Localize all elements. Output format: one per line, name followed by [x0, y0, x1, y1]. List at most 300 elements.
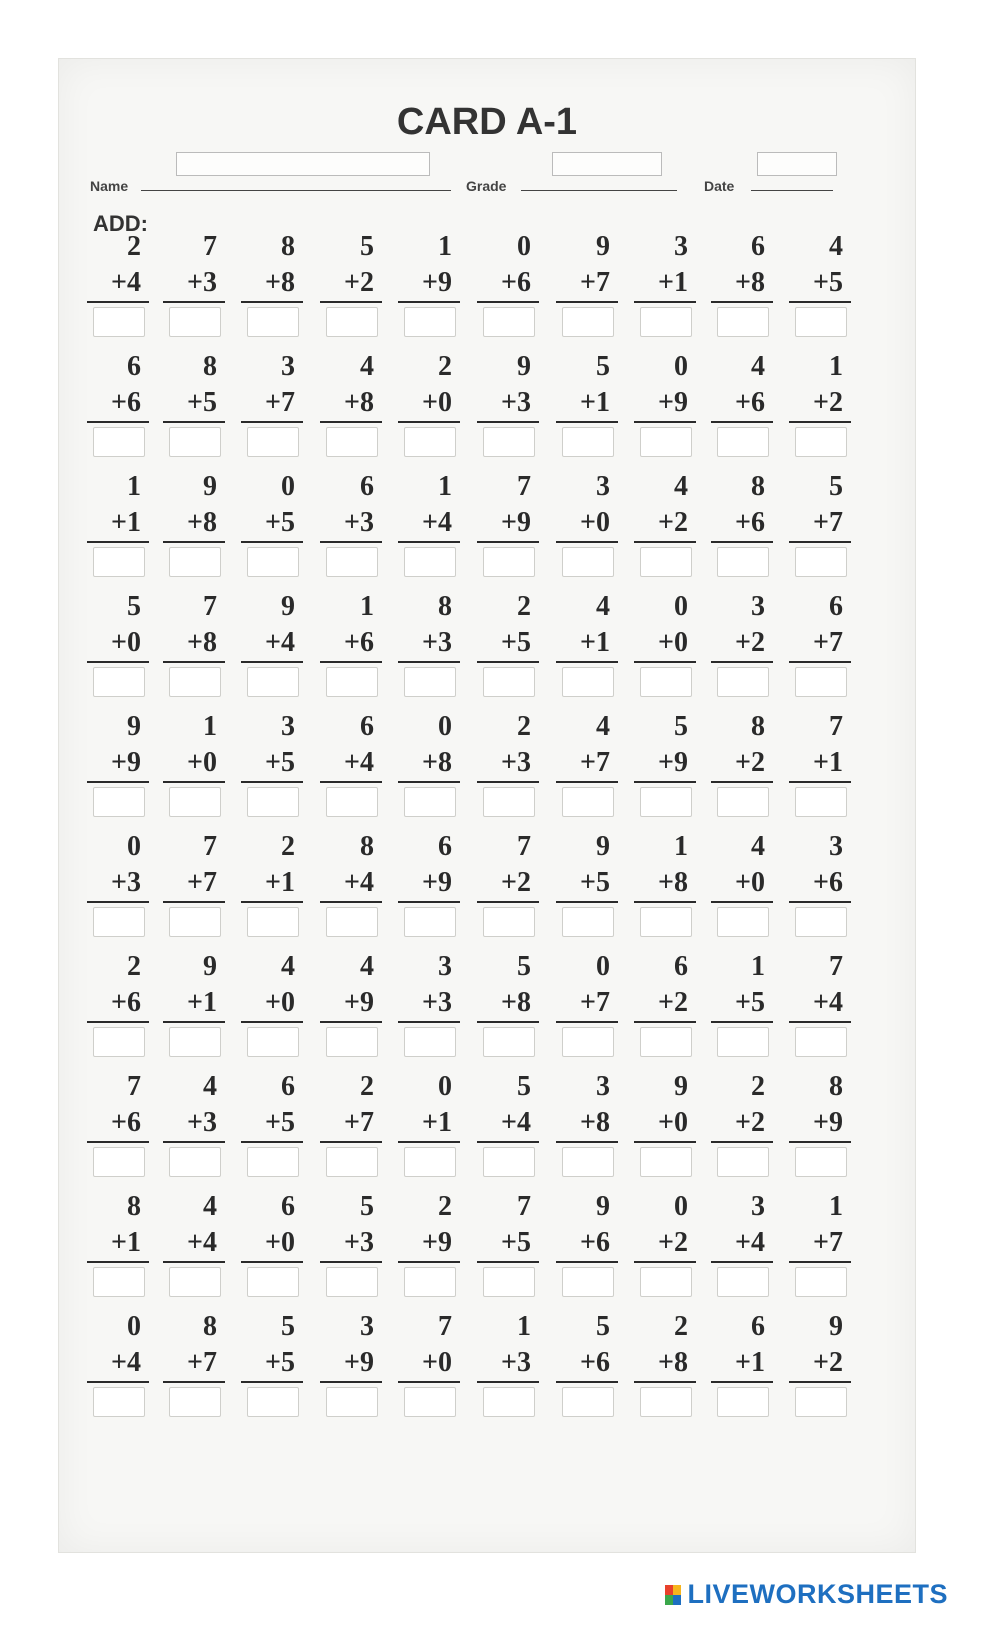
answer-input[interactable]: [93, 667, 145, 697]
answer-input[interactable]: [326, 787, 378, 817]
problem-3-8: [634, 467, 696, 577]
sum-rule: [634, 781, 696, 783]
sum-rule: [556, 1021, 618, 1023]
addend-bottom: +2: [813, 387, 843, 418]
addend-bottom: +3: [344, 1227, 374, 1258]
answer-input[interactable]: [247, 547, 299, 577]
addend-bottom: +1: [580, 387, 610, 418]
addend-top: 5: [360, 231, 374, 262]
addend-bottom: +6: [580, 1347, 610, 1378]
answer-input[interactable]: [795, 1027, 847, 1057]
addend-bottom: +4: [111, 1347, 141, 1378]
problem-4-4: [320, 587, 382, 697]
sum-rule: [789, 781, 851, 783]
problem-6-6: [477, 827, 539, 937]
problem-4-5: [398, 587, 460, 697]
answer-input[interactable]: [483, 1267, 535, 1297]
answer-input[interactable]: [483, 547, 535, 577]
sum-rule: [163, 1381, 225, 1383]
answer-input[interactable]: [93, 907, 145, 937]
answer-input[interactable]: [717, 1267, 769, 1297]
problem-7-3: [241, 947, 303, 1057]
addend-top: 2: [127, 951, 141, 982]
addend-bottom: +4: [265, 627, 295, 658]
sum-rule: [241, 301, 303, 303]
problem-10-2: [163, 1307, 225, 1417]
answer-input[interactable]: [93, 427, 145, 457]
answer-input[interactable]: [795, 1387, 847, 1417]
answer-input[interactable]: [404, 1027, 456, 1057]
problem-4-1: [87, 587, 149, 697]
answer-input[interactable]: [93, 547, 145, 577]
liveworksheets-logo-icon: [665, 1585, 681, 1605]
addend-bottom: +3: [111, 867, 141, 898]
answer-input[interactable]: [562, 1387, 614, 1417]
addend-bottom: +6: [111, 1107, 141, 1138]
addend-top: 8: [281, 231, 295, 262]
answer-input[interactable]: [717, 1147, 769, 1177]
sum-rule: [477, 901, 539, 903]
sum-rule: [711, 901, 773, 903]
addend-top: 4: [829, 231, 843, 262]
answer-input[interactable]: [795, 1147, 847, 1177]
addend-top: 4: [596, 711, 610, 742]
answer-input[interactable]: [795, 307, 847, 337]
addend-top: 3: [751, 591, 765, 622]
addend-top: 9: [674, 1071, 688, 1102]
sum-rule: [477, 1141, 539, 1143]
problem-5-1: [87, 707, 149, 817]
addend-top: 6: [674, 951, 688, 982]
answer-input[interactable]: [717, 787, 769, 817]
sum-rule: [556, 901, 618, 903]
addend-bottom: +1: [658, 267, 688, 298]
addend-top: 5: [127, 591, 141, 622]
answer-input[interactable]: [326, 547, 378, 577]
sum-rule: [634, 301, 696, 303]
sum-rule: [556, 1261, 618, 1263]
answer-input[interactable]: [404, 667, 456, 697]
addend-bottom: +2: [658, 1227, 688, 1258]
problem-6-2: [163, 827, 225, 937]
addend-top: 1: [829, 1191, 843, 1222]
addend-bottom: +0: [580, 507, 610, 538]
addend-bottom: +9: [344, 987, 374, 1018]
answer-input[interactable]: [169, 547, 221, 577]
addend-bottom: +8: [265, 267, 295, 298]
addend-bottom: +2: [658, 507, 688, 538]
sum-rule: [477, 1261, 539, 1263]
answer-input[interactable]: [795, 427, 847, 457]
problem-6-7: [556, 827, 618, 937]
sum-rule: [556, 301, 618, 303]
addend-top: 5: [517, 1071, 531, 1102]
answer-input[interactable]: [93, 1267, 145, 1297]
answer-input[interactable]: [795, 547, 847, 577]
answer-input[interactable]: [326, 1147, 378, 1177]
problem-6-10: [789, 827, 851, 937]
answer-input[interactable]: [326, 667, 378, 697]
addend-top: 5: [596, 351, 610, 382]
problem-7-10: [789, 947, 851, 1057]
answer-input[interactable]: [795, 907, 847, 937]
answer-input[interactable]: [326, 427, 378, 457]
sum-rule: [241, 1381, 303, 1383]
addend-top: 2: [517, 591, 531, 622]
problem-9-3: [241, 1187, 303, 1297]
addend-bottom: +8: [422, 747, 452, 778]
sum-rule: [477, 1021, 539, 1023]
addend-top: 8: [360, 831, 374, 862]
problem-4-7: [556, 587, 618, 697]
problem-6-1: [87, 827, 149, 937]
answer-input[interactable]: [169, 667, 221, 697]
addend-bottom: +7: [580, 267, 610, 298]
answer-input[interactable]: [483, 1147, 535, 1177]
problem-6-4: [320, 827, 382, 937]
problem-7-2: [163, 947, 225, 1057]
sum-rule: [398, 1141, 460, 1143]
answer-input[interactable]: [326, 1267, 378, 1297]
answer-input[interactable]: [640, 307, 692, 337]
answer-input[interactable]: [562, 1267, 614, 1297]
sum-rule: [398, 301, 460, 303]
addend-bottom: +5: [501, 627, 531, 658]
sum-rule: [556, 1381, 618, 1383]
answer-input[interactable]: [562, 667, 614, 697]
answer-input[interactable]: [562, 1147, 614, 1177]
sum-rule: [711, 421, 773, 423]
answer-input[interactable]: [562, 547, 614, 577]
name-label: Name: [90, 178, 129, 194]
sum-rule: [634, 541, 696, 543]
addend-bottom: +9: [658, 387, 688, 418]
addend-top: 3: [438, 951, 452, 982]
sum-rule: [634, 901, 696, 903]
problem-5-10: [789, 707, 851, 817]
addend-top: 2: [360, 1071, 374, 1102]
problem-4-8: [634, 587, 696, 697]
addend-top: 0: [281, 471, 295, 502]
addend-bottom: +5: [265, 1347, 295, 1378]
answer-input[interactable]: [326, 907, 378, 937]
answer-input[interactable]: [717, 1027, 769, 1057]
addend-top: 2: [438, 1191, 452, 1222]
problem-5-7: [556, 707, 618, 817]
answer-input[interactable]: [483, 667, 535, 697]
problem-3-4: [320, 467, 382, 577]
addend-top: 5: [517, 951, 531, 982]
problem-3-9: [711, 467, 773, 577]
sum-rule: [398, 1021, 460, 1023]
sum-rule: [556, 421, 618, 423]
sum-rule: [87, 1141, 149, 1143]
answer-input[interactable]: [640, 1387, 692, 1417]
sum-rule: [241, 781, 303, 783]
answer-input[interactable]: [640, 547, 692, 577]
sum-rule: [556, 1141, 618, 1143]
addend-top: 5: [596, 1311, 610, 1342]
name-box[interactable]: [176, 152, 430, 176]
answer-input[interactable]: [326, 1027, 378, 1057]
answer-input[interactable]: [247, 1147, 299, 1177]
answer-input[interactable]: [404, 1147, 456, 1177]
sum-rule: [241, 421, 303, 423]
answer-input[interactable]: [247, 907, 299, 937]
answer-input[interactable]: [717, 547, 769, 577]
logo-square-red: [665, 1585, 673, 1595]
sum-rule: [477, 541, 539, 543]
addend-top: 1: [203, 711, 217, 742]
sum-rule: [163, 781, 225, 783]
addend-top: 0: [438, 711, 452, 742]
sum-rule: [477, 781, 539, 783]
problem-5-6: [477, 707, 539, 817]
sum-rule: [477, 1381, 539, 1383]
addend-bottom: +4: [187, 1227, 217, 1258]
answer-input[interactable]: [562, 787, 614, 817]
answer-input[interactable]: [404, 307, 456, 337]
logo-square-green: [665, 1595, 673, 1605]
sum-rule: [477, 661, 539, 663]
problem-10-4: [320, 1307, 382, 1417]
answer-input[interactable]: [404, 907, 456, 937]
addend-top: 7: [829, 951, 843, 982]
problem-2-10: [789, 347, 851, 457]
answer-input[interactable]: [795, 667, 847, 697]
addend-top: 1: [438, 471, 452, 502]
sum-rule: [634, 661, 696, 663]
answer-input[interactable]: [169, 307, 221, 337]
answer-input[interactable]: [483, 907, 535, 937]
addend-bottom: +8: [187, 627, 217, 658]
problem-7-5: [398, 947, 460, 1057]
sum-rule: [241, 1141, 303, 1143]
sum-rule: [398, 421, 460, 423]
addend-top: 2: [438, 351, 452, 382]
sum-rule: [320, 901, 382, 903]
answer-input[interactable]: [404, 427, 456, 457]
sum-rule: [634, 1261, 696, 1263]
answer-input[interactable]: [326, 1387, 378, 1417]
brand-footer: [665, 1579, 948, 1610]
addend-bottom: +1: [265, 867, 295, 898]
problem-9-5: [398, 1187, 460, 1297]
problem-9-7: [556, 1187, 618, 1297]
problem-10-7: [556, 1307, 618, 1417]
addend-top: 9: [517, 351, 531, 382]
answer-input[interactable]: [169, 427, 221, 457]
answer-input[interactable]: [93, 787, 145, 817]
problem-4-3: [241, 587, 303, 697]
sum-rule: [163, 1141, 225, 1143]
problem-8-5: [398, 1067, 460, 1177]
answer-input[interactable]: [404, 1267, 456, 1297]
problem-1-9: [711, 227, 773, 337]
card-title: CARD A-1: [396, 101, 578, 143]
answer-input[interactable]: [717, 907, 769, 937]
sum-rule: [711, 1261, 773, 1263]
answer-input[interactable]: [93, 1027, 145, 1057]
answer-input[interactable]: [247, 667, 299, 697]
sum-rule: [163, 421, 225, 423]
addend-top: 3: [596, 471, 610, 502]
logo-square-blue: [673, 1595, 681, 1605]
sum-rule: [320, 1021, 382, 1023]
sum-rule: [163, 1021, 225, 1023]
addend-bottom: +6: [735, 507, 765, 538]
answer-input[interactable]: [169, 1387, 221, 1417]
problem-1-1: [87, 227, 149, 337]
problem-7-8: [634, 947, 696, 1057]
addend-top: 9: [281, 591, 295, 622]
answer-input[interactable]: [404, 547, 456, 577]
sum-rule: [789, 661, 851, 663]
addend-bottom: +0: [265, 987, 295, 1018]
answer-input[interactable]: [169, 1267, 221, 1297]
sum-rule: [320, 661, 382, 663]
addend-top: 0: [127, 831, 141, 862]
answer-input[interactable]: [717, 1387, 769, 1417]
problem-9-8: [634, 1187, 696, 1297]
answer-input[interactable]: [247, 787, 299, 817]
answer-input[interactable]: [247, 307, 299, 337]
addend-top: 8: [127, 1191, 141, 1222]
addend-top: 2: [127, 231, 141, 262]
addend-bottom: +9: [501, 507, 531, 538]
sum-rule: [163, 901, 225, 903]
addend-top: 4: [674, 471, 688, 502]
problem-3-10: [789, 467, 851, 577]
answer-input[interactable]: [562, 307, 614, 337]
answer-input[interactable]: [717, 427, 769, 457]
answer-input[interactable]: [640, 1027, 692, 1057]
answer-input[interactable]: [247, 1027, 299, 1057]
logo-square-yellow: [673, 1585, 681, 1595]
addend-bottom: +7: [580, 987, 610, 1018]
answer-input[interactable]: [640, 907, 692, 937]
addend-bottom: +9: [344, 1347, 374, 1378]
addend-bottom: +9: [422, 1227, 452, 1258]
addend-bottom: +3: [501, 1347, 531, 1378]
addend-top: 2: [674, 1311, 688, 1342]
addend-bottom: +4: [501, 1107, 531, 1138]
sum-rule: [634, 1381, 696, 1383]
answer-input[interactable]: [483, 307, 535, 337]
answer-input[interactable]: [169, 1147, 221, 1177]
addend-top: 3: [360, 1311, 374, 1342]
answer-input[interactable]: [795, 1267, 847, 1297]
sum-rule: [556, 781, 618, 783]
answer-input[interactable]: [562, 1027, 614, 1057]
addend-bottom: +6: [580, 1227, 610, 1258]
problem-2-8: [634, 347, 696, 457]
sum-rule: [87, 541, 149, 543]
answer-input[interactable]: [326, 307, 378, 337]
addend-top: 9: [127, 711, 141, 742]
sum-rule: [320, 301, 382, 303]
answer-input[interactable]: [483, 1387, 535, 1417]
sum-rule: [87, 661, 149, 663]
answer-input[interactable]: [717, 667, 769, 697]
problem-9-6: [477, 1187, 539, 1297]
answer-input[interactable]: [562, 907, 614, 937]
answer-input[interactable]: [640, 427, 692, 457]
answer-input[interactable]: [640, 1147, 692, 1177]
answer-input[interactable]: [93, 1147, 145, 1177]
answer-input[interactable]: [404, 1387, 456, 1417]
problem-8-6: [477, 1067, 539, 1177]
answer-input[interactable]: [93, 1387, 145, 1417]
addend-top: 4: [203, 1191, 217, 1222]
sum-rule: [87, 421, 149, 423]
answer-input[interactable]: [562, 427, 614, 457]
answer-input[interactable]: [93, 307, 145, 337]
answer-input[interactable]: [640, 787, 692, 817]
addend-top: 7: [517, 1191, 531, 1222]
date-box[interactable]: [757, 152, 837, 176]
answer-input[interactable]: [483, 427, 535, 457]
addend-top: 6: [360, 471, 374, 502]
problem-8-10: [789, 1067, 851, 1177]
answer-input[interactable]: [640, 1267, 692, 1297]
sum-rule: [163, 661, 225, 663]
problem-2-4: [320, 347, 382, 457]
sum-rule: [87, 301, 149, 303]
answer-input[interactable]: [169, 907, 221, 937]
answer-input[interactable]: [247, 427, 299, 457]
answer-input[interactable]: [247, 1267, 299, 1297]
addend-top: 8: [829, 1071, 843, 1102]
grade-box[interactable]: [552, 152, 662, 176]
problem-5-8: [634, 707, 696, 817]
answer-input[interactable]: [483, 787, 535, 817]
sum-rule: [320, 1261, 382, 1263]
sum-rule: [711, 541, 773, 543]
addend-top: 7: [203, 831, 217, 862]
problem-6-9: [711, 827, 773, 937]
problem-9-2: [163, 1187, 225, 1297]
date-line: [751, 190, 833, 191]
problem-8-2: [163, 1067, 225, 1177]
answer-input[interactable]: [169, 787, 221, 817]
addend-top: 5: [281, 1311, 295, 1342]
addend-bottom: +3: [422, 627, 452, 658]
sum-rule: [398, 541, 460, 543]
problem-1-3: [241, 227, 303, 337]
addend-top: 7: [829, 711, 843, 742]
problem-4-10: [789, 587, 851, 697]
problem-1-4: [320, 227, 382, 337]
addend-bottom: +2: [501, 867, 531, 898]
addend-bottom: +1: [111, 507, 141, 538]
addend-top: 7: [517, 831, 531, 862]
addend-top: 6: [281, 1071, 295, 1102]
answer-input[interactable]: [640, 667, 692, 697]
answer-input[interactable]: [169, 1027, 221, 1057]
addend-bottom: +4: [735, 1227, 765, 1258]
answer-input[interactable]: [247, 1387, 299, 1417]
sum-rule: [398, 901, 460, 903]
answer-input[interactable]: [795, 787, 847, 817]
answer-input[interactable]: [404, 787, 456, 817]
addend-top: 1: [829, 351, 843, 382]
answer-input[interactable]: [717, 307, 769, 337]
problem-5-2: [163, 707, 225, 817]
answer-input[interactable]: [483, 1027, 535, 1057]
addend-top: 1: [360, 591, 374, 622]
addend-bottom: +5: [265, 1107, 295, 1138]
